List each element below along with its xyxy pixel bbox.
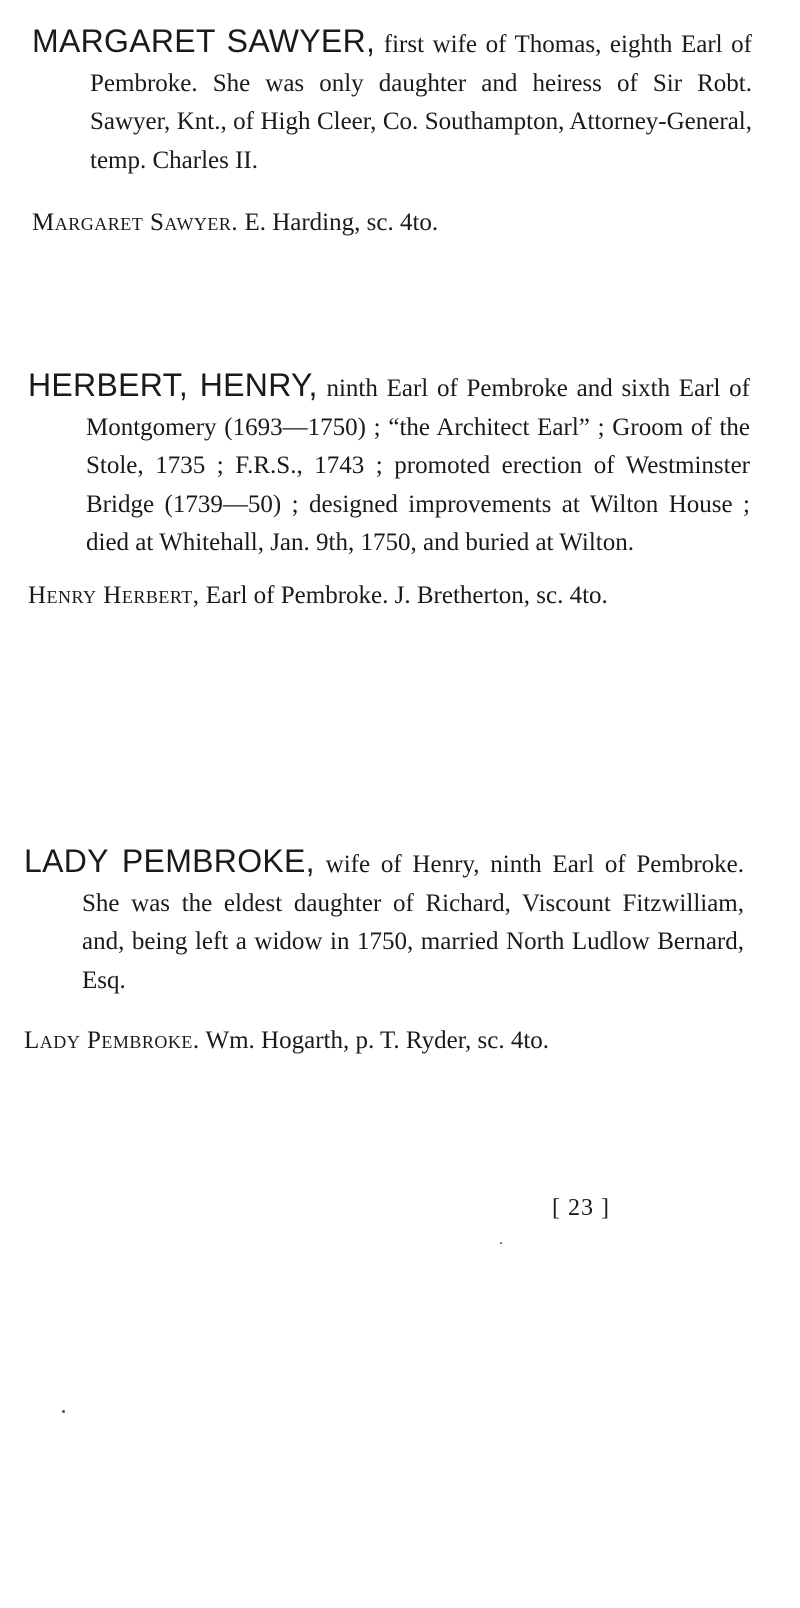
portrait-detail: Earl of Pembroke. J. Bretherton, sc. 4to. [205,581,608,609]
entry-description [28,366,751,563]
entry-text: wife of Henry, ninth Earl of Pembroke. She was the eldest daughter of Richard, Viscount Fitzwilliam, and, being left a widow in 1750, married North Ludlow Bernard, Esq. [82,851,745,994]
entry-name: MARGARET SAWYER, [32,23,376,59]
portrait-line [24,1022,744,1061]
entry-description [24,842,745,1000]
entry-lady-pembroke [0,842,800,1061]
entry-text: ninth Earl of Pembroke and sixth Earl of Montgomery (1693—1750) ; “the Architect Earl” ; Groom of the Stole, 1735 ; F.R.S., 1743 ; promoted erection of Westminster Bridge (1739—50) ; designed improvements at Wilton House ; died at Whitehall, Jan. 9th, 1750, and buried at Wilton. [86,375,751,556]
page-number: [ 23 ] [552,1195,610,1221]
portrait-subject: Lady Pembroke. [24,1027,200,1054]
entry-name: HERBERT, HENRY, [28,367,318,403]
portrait-subject: Margaret Sawyer. [32,209,239,236]
portrait-detail: E. Harding, sc. 4to. [244,209,439,236]
scan-speck [62,1410,65,1413]
portrait-line [28,577,750,616]
entry-henry-herbert [0,366,800,615]
portrait-detail: Wm. Hogarth, p. T. Ryder, sc. 4to. [205,1027,550,1054]
entry-name: LADY PEMBROKE, [24,843,315,879]
portrait-line [32,204,752,243]
entry-margaret-sawyer [0,22,800,243]
scan-speck [500,1242,502,1244]
portrait-subject: Henry Herbert, [28,581,200,609]
entry-description [32,22,752,180]
entry-text: first wife of Thomas, eighth Earl of Pembroke. She was only daughter and heiress of Sir Robt. Sawyer, Knt., of High Cleer, Co. Southampton, Attorney-General, temp. Charles II. [90,31,752,174]
